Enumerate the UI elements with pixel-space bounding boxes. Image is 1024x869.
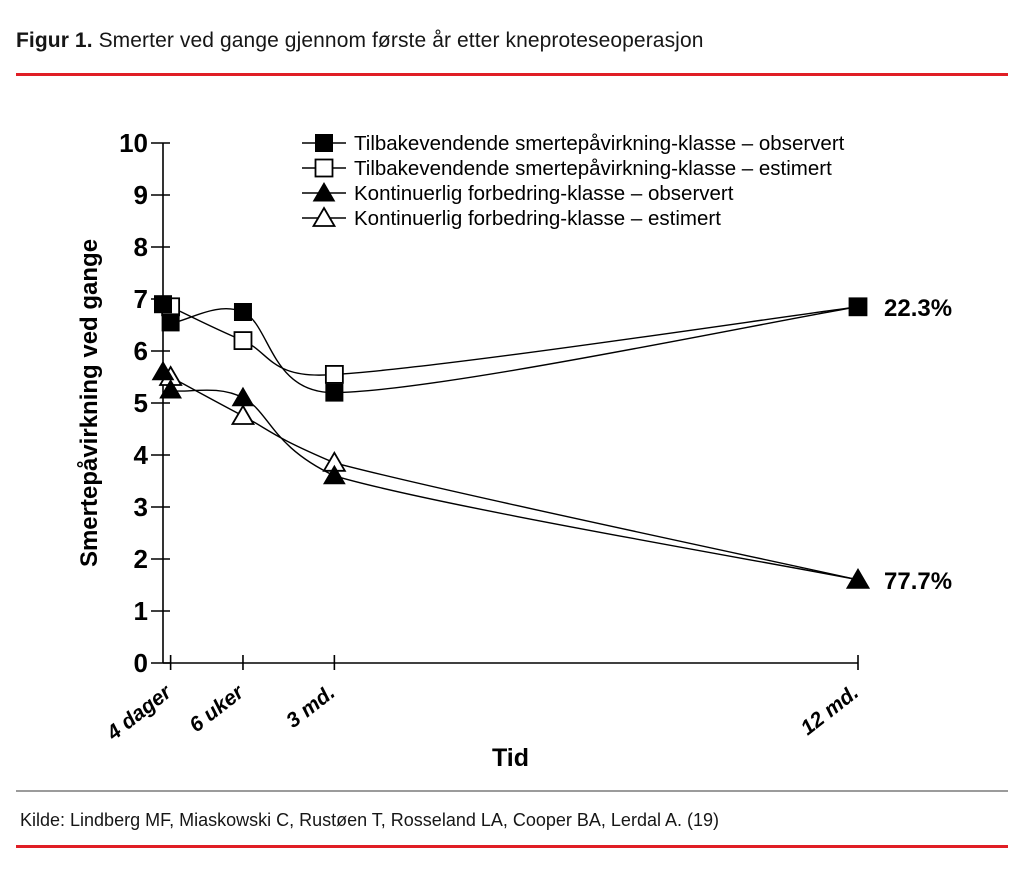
y-tick-label: 10 xyxy=(119,128,148,158)
series-curve-3 xyxy=(171,377,858,580)
legend-label: Kontinuerlig forbedring-klasse – observert xyxy=(354,182,734,205)
y-tick-label: 7 xyxy=(133,284,148,314)
x-axis-title: Tid xyxy=(491,744,530,772)
data-point-square-filled xyxy=(234,304,251,321)
data-point-square-filled xyxy=(155,296,172,313)
class-percentage-label: 77.7% xyxy=(884,567,953,595)
series-curve-1 xyxy=(171,307,858,375)
data-point-triangle-filled xyxy=(232,388,253,406)
y-tick-label: 4 xyxy=(133,440,148,470)
pain-trajectory-line-chart xyxy=(0,90,1024,790)
y-tick-label: 9 xyxy=(133,180,148,210)
y-tick-label: 8 xyxy=(133,232,148,262)
series-curve-0 xyxy=(163,304,858,392)
y-tick-label: 0 xyxy=(133,648,148,678)
legend-marker-square-open xyxy=(316,160,333,177)
legend-label: Tilbakevendende smertepåvirkning-klasse – estimert xyxy=(354,157,832,180)
legend-marker-triangle-filled xyxy=(314,183,335,201)
legend-marker-triangle-open xyxy=(314,208,335,226)
y-axis-title: Smertepåvirkning ved gange xyxy=(76,238,103,568)
data-point-square-filled xyxy=(850,298,867,315)
figure-title-prefix: Figur 1. xyxy=(16,29,93,52)
data-point-square-open xyxy=(326,366,343,383)
y-tick-label: 5 xyxy=(133,388,148,418)
class-percentage-label: 22.3% xyxy=(884,294,953,322)
data-point-square-filled xyxy=(326,384,343,401)
source-citation: Kilde: Lindberg MF, Miaskowski C, Rustøen T, Rosseland LA, Cooper BA, Lerdal A. (19) xyxy=(20,810,719,830)
source-divider-line xyxy=(16,790,1008,792)
legend-label: Tilbakevendende smertepåvirkning-klasse – observert xyxy=(354,132,845,155)
x-tick-label: 12 md. xyxy=(796,680,864,740)
data-point-square-filled xyxy=(162,314,179,331)
x-tick-label: 4 dager xyxy=(102,680,176,745)
x-tick-label: 6 uker xyxy=(185,680,249,738)
figure-title xyxy=(16,28,704,53)
bottom-red-rule xyxy=(16,845,1008,848)
figure-title-text: Smerter ved gange gjennom første år etter kneproteseoperasjon xyxy=(92,29,704,52)
data-point-square-open xyxy=(234,332,251,349)
y-tick-label: 3 xyxy=(133,492,148,522)
x-tick-label: 3 md. xyxy=(282,680,340,733)
top-red-rule xyxy=(16,73,1008,76)
legend-marker-square-filled xyxy=(316,135,333,152)
y-tick-label: 2 xyxy=(133,544,148,574)
data-point-triangle-open xyxy=(232,406,253,424)
y-tick-label: 1 xyxy=(133,596,148,626)
series-curve-2 xyxy=(163,372,858,580)
legend-label: Kontinuerlig forbedring-klasse – estimert xyxy=(354,207,721,230)
y-tick-label: 6 xyxy=(133,336,148,366)
